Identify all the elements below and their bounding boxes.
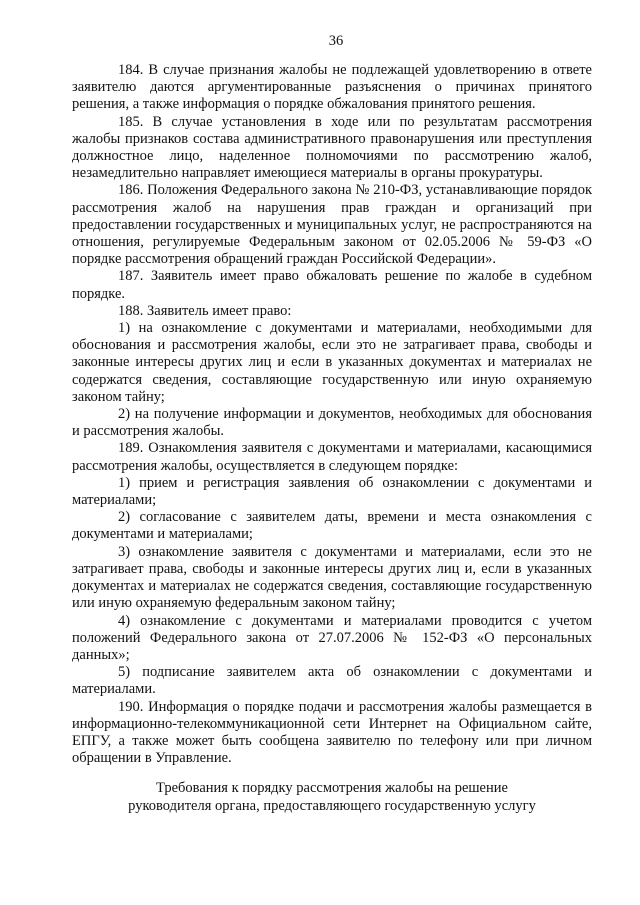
document-body [72, 62, 592, 767]
paragraph-187: 187. Заявитель имеет право обжаловать решение по жалобе в судебном порядке. [72, 268, 592, 302]
paragraph-190: 190. Информация о порядке подачи и рассмотрения жалобы размещается в информационно-телекоммуникационной сети Интернет на Официальном сайте, ЕПГУ, а также может быть сообщена заявителю по телефону или при личном обращении в Управление. [72, 698, 592, 767]
list-item-188-2: 2) на получение информации и документов, необходимых для обоснования и рассмотрения жалобы. [72, 406, 592, 440]
list-item-189-5: 5) подписание заявителем акта об ознакомлении с документами и материалами. [72, 664, 592, 698]
paragraph-185: 185. В случае установления в ходе или по результатам рассмотрения жалобы признаков состава административного правонарушения или преступления должностное лицо, наделенное полномочиями по рассмотрению жалоб, незамедлительно направляет имеющиеся материалы в органы прокуратуры. [72, 113, 592, 182]
page-number: 36 [328, 33, 344, 49]
list-item-189-2: 2) согласование с заявителем даты, времени и места ознакомления с документами и материалами; [72, 509, 592, 543]
list-item-189-1: 1) прием и регистрация заявления об ознакомлении с документами и материалами; [72, 474, 592, 509]
list-item-189-3: 3) ознакомление заявителя с документами и материалами, если это не затрагивает права, свободы и законные интересы других лиц и, если в указанных документах и материалах не содержатся сведения, составляющие государственную или иную охраняемую федеральным законом тайну; [72, 543, 592, 612]
section-heading-line-2: руководителя органа, предоставляющего государственную услугу [128, 797, 536, 814]
list-item-189-4: 4) ознакомление с документами и материалами проводится с учетом положений Федерального закона от 27.07.2006 № 152-ФЗ «О персональных данных»; [72, 612, 592, 663]
section-heading-line-1: Требования к порядку рассмотрения жалобы на решение [156, 780, 508, 797]
paragraph-188: 188. Заявитель имеет право: [118, 302, 292, 319]
paragraph-189: 189. Ознакомления заявителя с документами и материалами, касающимися рассмотрения жалобы, осуществляется в следующем порядке: [72, 440, 592, 474]
paragraph-184: 184. В случае признания жалобы не подлежащей удовлетворению в ответе заявителю даются аргументированные разъяснения о причинах принятого решения, а также информация о порядке обжалования принятого решения. [72, 62, 592, 113]
section-heading [72, 780, 592, 815]
list-item-188-1: 1) на ознакомление с документами и материалами, необходимыми для обоснования и рассмотрения жалобы, если это не затрагивает права, свободы и законные интересы других лиц и если в указанных документах и материалах не содержатся сведения, составляющие государственную или иную охраняемую законом тайну; [72, 320, 592, 405]
paragraph-186: 186. Положения Федерального закона № 210-ФЗ, устанавливающие порядок рассмотрения жалоб на нарушения прав граждан и организаций при предоставлении государственных и муниципальных услуг, не распространяются на отношения, регулируемые Федеральным законом от 02.05.2006 № 59-ФЗ «О порядке рассмотрения обращений граждан Российской Федерации». [72, 182, 592, 268]
